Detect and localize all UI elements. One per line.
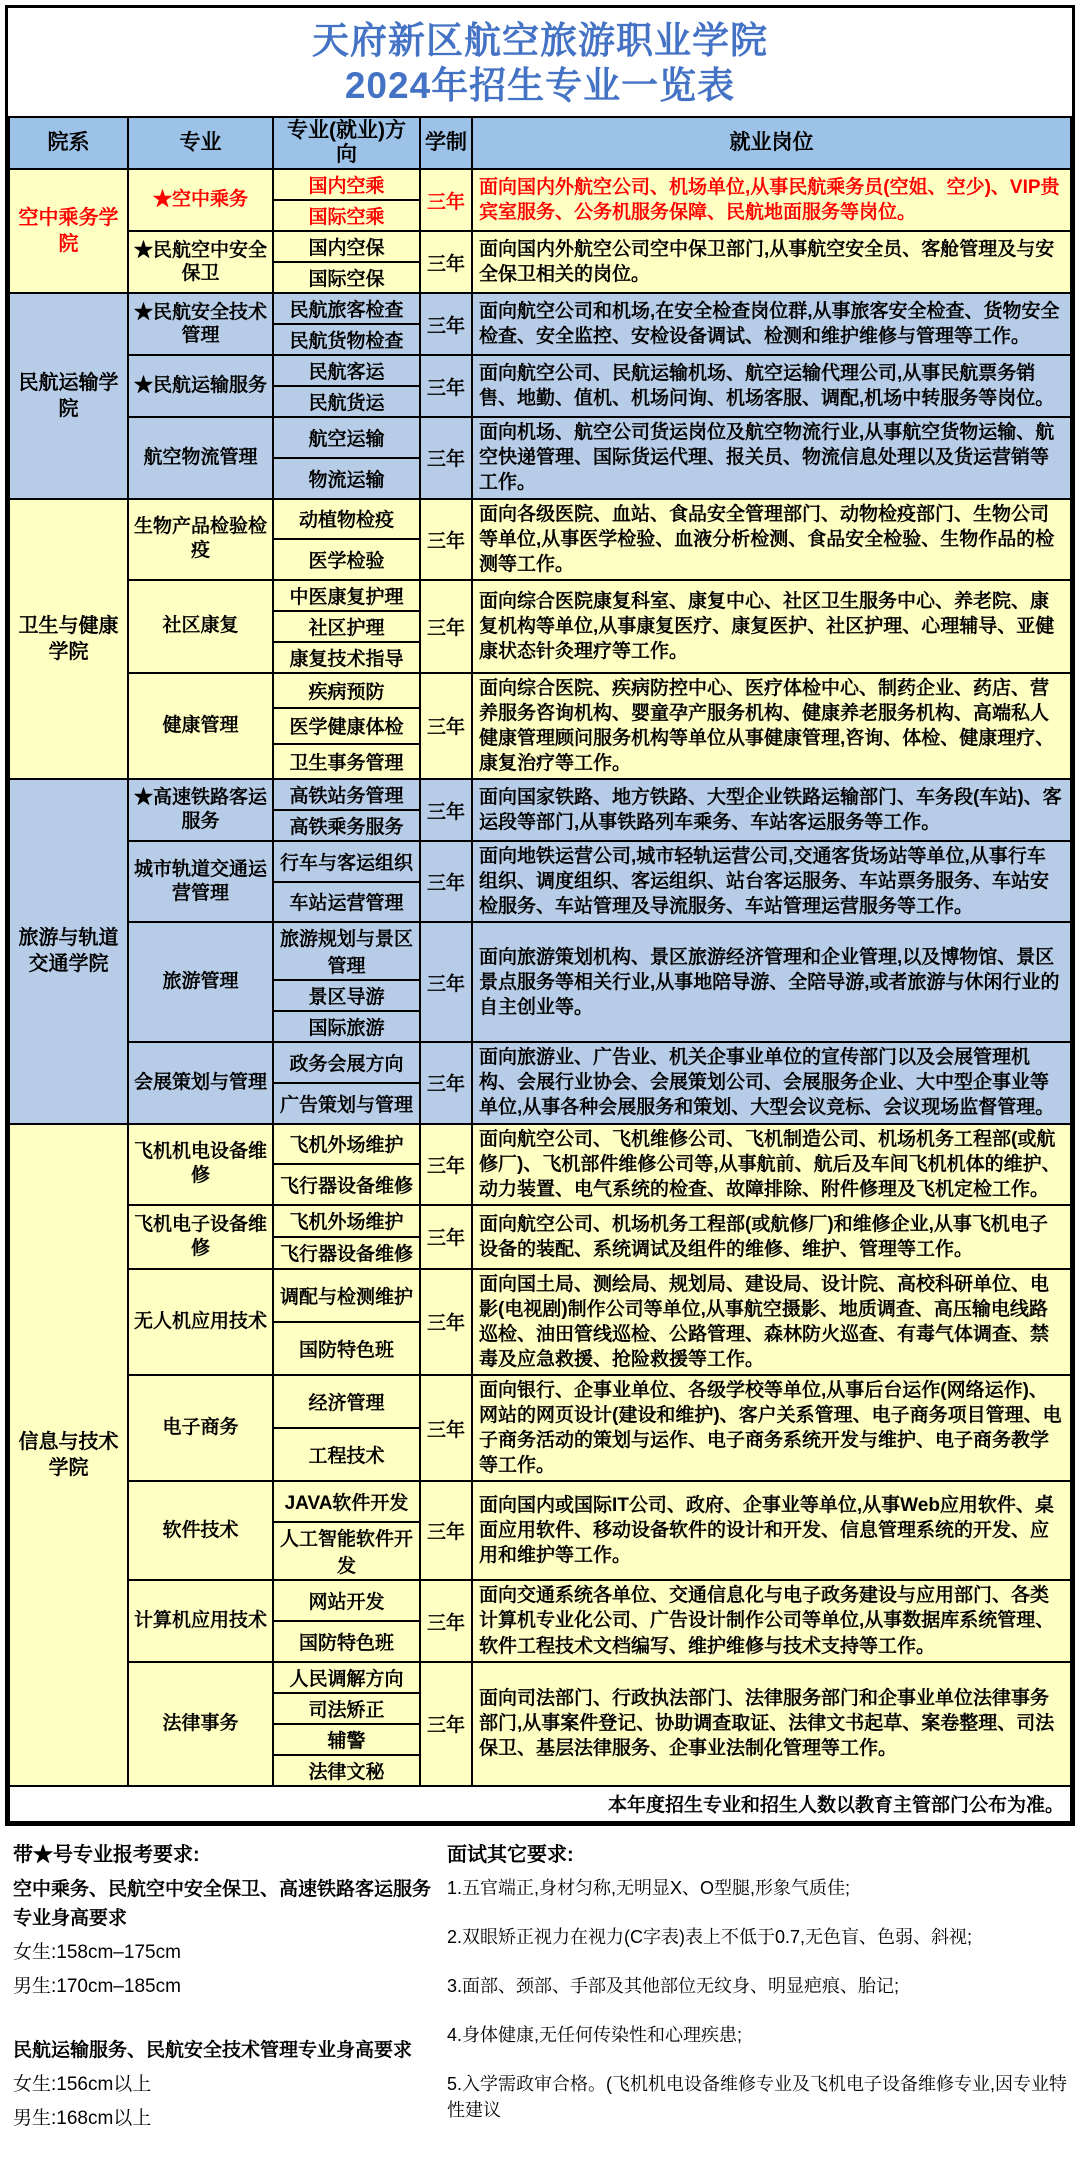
direction-cell: 卫生事务管理 bbox=[273, 744, 420, 779]
direction-cell: 国际空乘 bbox=[273, 200, 420, 231]
direction-cell: 医学检验 bbox=[273, 539, 420, 580]
major-cell: ★民航安全技术管理 bbox=[128, 293, 273, 355]
jobs-cell: 面向国内外航空公司、机场单位,从事民航乘务员(空姐、空少)、VIP贵宾室服务、公务机服务保障、民航地面服务等岗位。 bbox=[472, 169, 1071, 231]
jobs-cell: 面向司法部门、行政执法部门、法律服务部门和企事业单位法律事务部门,从事案件登记、协助调查取证、法律文书起草、案卷整理、司法保卫、基层法律服务、企事业法制化管理等工作。 bbox=[472, 1662, 1071, 1786]
table-row bbox=[9, 779, 1071, 810]
direction-cell: 飞机外场维护 bbox=[273, 1205, 420, 1237]
header-college: 院系 bbox=[9, 117, 128, 169]
direction-cell: 人工智能软件开发 bbox=[273, 1522, 420, 1580]
direction-cell: 国防特色班 bbox=[273, 1621, 420, 1662]
majors-table bbox=[8, 116, 1072, 1823]
direction-cell: 航空运输 bbox=[273, 417, 420, 458]
table-row bbox=[9, 231, 1071, 262]
direction-cell: 工程技术 bbox=[273, 1428, 420, 1481]
major-cell: ★空中乘务 bbox=[128, 169, 273, 231]
direction-cell: 中医康复护理 bbox=[273, 580, 420, 611]
direction-cell: 车站运营管理 bbox=[273, 882, 420, 923]
majors-table-header bbox=[9, 117, 1071, 169]
major-cell: 飞机电子设备维修 bbox=[128, 1205, 273, 1269]
table-row bbox=[9, 580, 1071, 611]
jobs-cell: 面向航空公司、飞机维修公司、飞机制造公司、机场机务工程部(或航修厂)、飞机部件维修公司等,从事航前、航后及车间飞机机体的维护、动力装置、电气系统的检查、故障排除、附件修理及飞机定检工作。 bbox=[472, 1124, 1071, 1205]
table-row bbox=[9, 169, 1071, 200]
duration-cell: 三年 bbox=[420, 922, 472, 1042]
jobs-cell: 面向国土局、测绘局、规划局、建设局、设计院、高校科研单位、电影(电视剧)制作公司等单位,从事航空摄影、地质调查、高压输电线路巡检、油田管线巡检、公路管理、森林防火巡查、有毒气体调查、禁毒及应急救援、抢险救援等工作。 bbox=[472, 1269, 1071, 1375]
direction-cell: 飞行器设备维修 bbox=[273, 1237, 420, 1269]
college-cell: 信息与技术学院 bbox=[9, 1124, 128, 1786]
jobs-cell: 面向地铁运营公司,城市轻轨运营公司,交通客货场站等单位,从事行车组织、调度组织、客运组织、站台客运服务、车站票务服务、车站安检服务、车站管理及导流服务、车站管理运营服务等工作。 bbox=[472, 841, 1071, 922]
table-row bbox=[9, 1205, 1071, 1237]
star-requirements-heading: 带★号专业报考要求: bbox=[13, 1843, 200, 1866]
major-cell: ★民航运输服务 bbox=[128, 355, 273, 417]
duration-cell: 三年 bbox=[420, 673, 472, 779]
duration-cell: 三年 bbox=[420, 1042, 472, 1123]
direction-cell: 国防特色班 bbox=[273, 1322, 420, 1375]
majors-table-foot bbox=[9, 1786, 1071, 1822]
table-row bbox=[9, 1042, 1071, 1083]
duration-cell: 三年 bbox=[420, 1580, 472, 1661]
interview-requirements-heading: 面试其它要求: bbox=[447, 1843, 574, 1866]
direction-cell: 动植物检疫 bbox=[273, 499, 420, 540]
direction-cell: 民航客运 bbox=[273, 355, 420, 386]
duration-cell: 三年 bbox=[420, 231, 472, 293]
jobs-cell: 面向机场、航空公司货运岗位及航空物流行业,从事航空货物运输、航空快递管理、国际货运代理、报关员、物流信息处理以及货运营销等工作。 bbox=[472, 417, 1071, 498]
direction-cell: 法律文秘 bbox=[273, 1755, 420, 1786]
direction-cell: 高铁站务管理 bbox=[273, 779, 420, 810]
jobs-cell: 面向综合医院、疾病防控中心、医疗体检中心、制药企业、药店、营养服务咨询机构、婴童孕产服务机构、健康养老服务机构、高端私人健康管理顾问服务机构等单位从事健康管理,咨询、体检、健康理疗、康复治疗等工作。 bbox=[472, 673, 1071, 779]
interview-requirements-list bbox=[447, 1875, 1067, 2124]
duration-cell: 三年 bbox=[420, 1269, 472, 1375]
table-row bbox=[9, 1124, 1071, 1165]
direction-cell: 国际旅游 bbox=[273, 1011, 420, 1042]
jobs-cell: 面向航空公司、民航运输机场、航空运输代理公司,从事民航票务销售、地勤、值机、机场问询、机场客服、调配,机场中转服务等岗位。 bbox=[472, 355, 1071, 417]
title-block bbox=[8, 8, 1072, 116]
major-cell: 软件技术 bbox=[128, 1481, 273, 1580]
direction-cell: 物流运输 bbox=[273, 458, 420, 499]
duration-cell: 三年 bbox=[420, 841, 472, 922]
height-requirement-group bbox=[13, 2036, 433, 2134]
direction-cell: 广告策划与管理 bbox=[273, 1083, 420, 1124]
table-row bbox=[9, 841, 1071, 882]
height-requirement-title: 空中乘务、民航空中安全保卫、高速铁路客运服务专业身高要求 bbox=[13, 1878, 432, 1930]
direction-cell: 康复技术指导 bbox=[273, 642, 420, 673]
table-row bbox=[9, 922, 1071, 980]
direction-cell: 民航旅客检查 bbox=[273, 293, 420, 324]
duration-cell: 三年 bbox=[420, 293, 472, 355]
major-cell: 旅游管理 bbox=[128, 922, 273, 1042]
jobs-cell: 面向交通系统各单位、交通信息化与电子政务建设与应用部门、各类计算机专业化公司、广告设计制作公司等单位,从事数据库系统管理、软件工程技术文档编写、维护维修与技术支持等工作。 bbox=[472, 1580, 1071, 1661]
duration-cell: 三年 bbox=[420, 1205, 472, 1269]
direction-cell: 国内空乘 bbox=[273, 169, 420, 200]
height-requirement-line: 男生:170cm–185cm bbox=[13, 1975, 181, 1997]
note-row bbox=[9, 1786, 1071, 1822]
header-major: 专业 bbox=[128, 117, 273, 169]
jobs-cell: 面向国家铁路、地方铁路、大型企业铁路运输部门、车务段(车站)、客运段等部门,从事铁路列车乘务、车站客运服务等工作。 bbox=[472, 779, 1071, 841]
page bbox=[5, 5, 1075, 2169]
major-cell: 无人机应用技术 bbox=[128, 1269, 273, 1375]
duration-cell: 三年 bbox=[420, 1124, 472, 1205]
direction-cell: 行车与客运组织 bbox=[273, 841, 420, 882]
jobs-cell: 面向综合医院康复科室、康复中心、社区卫生服务中心、养老院、康复机构等单位,从事康复医疗、康复医护、社区护理、心理辅导、亚健康状态针灸理疗等工作。 bbox=[472, 580, 1071, 673]
direction-cell: 民航货运 bbox=[273, 386, 420, 417]
majors-table-body bbox=[9, 169, 1071, 1785]
jobs-cell: 面向旅游业、广告业、机关企事业单位的宣传部门以及会展管理机构、会展行业协会、会展策划公司、会展服务企业、大中型企事业等单位,从事各种会展服务和策划、大型会议竞标、会议现场监督管理。 bbox=[472, 1042, 1071, 1123]
direction-cell: 飞机外场维护 bbox=[273, 1124, 420, 1165]
table-row bbox=[9, 499, 1071, 540]
major-cell: 社区康复 bbox=[128, 580, 273, 673]
table-row bbox=[9, 355, 1071, 386]
height-requirement-line: 男生:168cm以上 bbox=[13, 2108, 152, 2130]
college-cell: 民航运输学院 bbox=[9, 293, 128, 498]
height-requirement-title: 民航运输服务、民航安全技术管理专业身高要求 bbox=[13, 2040, 413, 2062]
header-row bbox=[9, 117, 1071, 169]
direction-cell: 民航货物检查 bbox=[273, 324, 420, 355]
major-cell: 健康管理 bbox=[128, 673, 273, 779]
table-row bbox=[9, 417, 1071, 458]
interview-requirement-item: 2.双眼矫正视力在视力(C字表)表上不低于0.7,无色盲、色弱、斜视; bbox=[447, 1926, 973, 1947]
direction-cell: 高铁乘务服务 bbox=[273, 810, 420, 841]
direction-cell: 调配与检测维护 bbox=[273, 1269, 420, 1322]
major-cell: 法律事务 bbox=[128, 1662, 273, 1786]
major-cell: 航空物流管理 bbox=[128, 417, 273, 498]
star-requirements-groups bbox=[13, 1875, 433, 2135]
jobs-cell: 面向国内或国际IT公司、政府、企事业等单位,从事Web应用软件、桌面应用软件、移动设备软件的设计和开发、信息管理系统的开发、应用和维护等工作。 bbox=[472, 1481, 1071, 1580]
duration-cell: 三年 bbox=[420, 779, 472, 841]
table-row bbox=[9, 1269, 1071, 1322]
jobs-cell: 面向银行、企事业单位、各级学校等单位,从事后台运作(网络运作)、网站的网页设计(建设和维护)、客户关系管理、电子商务项目管理、电子商务活动的策划与运作、电子商务系统开发与维护、电子商务教学等工作。 bbox=[472, 1375, 1071, 1481]
table-row bbox=[9, 1662, 1071, 1693]
table-row bbox=[9, 1580, 1071, 1621]
interview-requirement-item: 4.身体健康,无任何传染性和心理疾患; bbox=[447, 2024, 743, 2045]
direction-cell: 网站开发 bbox=[273, 1580, 420, 1621]
interview-requirement-item: 1.五官端正,身材匀称,无明显X、O型腿,形象气质佳; bbox=[447, 1877, 851, 1898]
table-row bbox=[9, 673, 1071, 708]
direction-cell: 政务会展方向 bbox=[273, 1042, 420, 1083]
note-cell: 本年度招生专业和招生人数以教育主管部门公布为准。 bbox=[9, 1786, 1071, 1822]
direction-cell: 医学健康体检 bbox=[273, 708, 420, 743]
footer-right-column bbox=[447, 1838, 1067, 2169]
interview-requirement-item: 5.入学需政审合格。(飞机机电设备维修专业及飞机电子设备维修专业,因专业特性建议 bbox=[447, 2074, 1068, 2121]
duration-cell: 三年 bbox=[420, 580, 472, 673]
admissions-table-frame bbox=[5, 5, 1075, 1826]
header-duration: 学制 bbox=[420, 117, 472, 169]
direction-cell: 人民调解方向 bbox=[273, 1662, 420, 1693]
jobs-cell: 面向各级医院、血站、食品安全管理部门、动物检疫部门、生物公司等单位,从事医学检验、血液分析检测、食品安全检验、生物作品的检测等工作。 bbox=[472, 499, 1071, 580]
direction-cell: JAVA软件开发 bbox=[273, 1481, 420, 1522]
page-title-line2: 2024年招生专业一览表 bbox=[344, 65, 736, 106]
header-direction: 专业(就业)方向 bbox=[273, 117, 420, 169]
jobs-cell: 面向国内外航空公司空中保卫部门,从事航空安全员、客舱管理及与安全保卫相关的岗位。 bbox=[472, 231, 1071, 293]
major-cell: 计算机应用技术 bbox=[128, 1580, 273, 1661]
table-row bbox=[9, 1375, 1071, 1428]
height-requirement-group bbox=[13, 1875, 433, 2003]
college-cell: 旅游与轨道交通学院 bbox=[9, 779, 128, 1123]
header-jobs: 就业岗位 bbox=[472, 117, 1071, 169]
college-cell: 卫生与健康学院 bbox=[9, 499, 128, 780]
duration-cell: 三年 bbox=[420, 1481, 472, 1580]
major-cell: 城市轨道交通运营管理 bbox=[128, 841, 273, 922]
major-cell: 会展策划与管理 bbox=[128, 1042, 273, 1123]
interview-requirement-item: 3.面部、颈部、手部及其他部位无纹身、明显疤痕、胎记; bbox=[447, 1975, 900, 1996]
major-cell: 飞机机电设备维修 bbox=[128, 1124, 273, 1205]
jobs-cell: 面向航空公司、机场机务工程部(或航修厂)和维修企业,从事飞机电子设备的装配、系统调试及组件的维修、维护、管理等工作。 bbox=[472, 1205, 1071, 1269]
direction-cell: 辅警 bbox=[273, 1724, 420, 1755]
jobs-cell: 面向航空公司和机场,在安全检查岗位群,从事旅客安全检查、货物安全检查、安全监控、安检设备调试、检测和维护维修与管理等工作。 bbox=[472, 293, 1071, 355]
jobs-cell: 面向旅游策划机构、景区旅游经济管理和企业管理,以及博物馆、景区景点服务等相关行业,从事地陪导游、全陪导游,或者旅游与休闲行业的自主创业等。 bbox=[472, 922, 1071, 1042]
direction-cell: 国内空保 bbox=[273, 231, 420, 262]
height-requirement-line: 女生:156cm以上 bbox=[13, 2073, 152, 2095]
direction-cell: 社区护理 bbox=[273, 611, 420, 642]
major-cell: 生物产品检验检疫 bbox=[128, 499, 273, 580]
direction-cell: 疾病预防 bbox=[273, 673, 420, 708]
duration-cell: 三年 bbox=[420, 169, 472, 231]
major-cell: ★高速铁路客运服务 bbox=[128, 779, 273, 841]
duration-cell: 三年 bbox=[420, 417, 472, 498]
direction-cell: 飞行器设备维修 bbox=[273, 1164, 420, 1205]
major-cell: ★民航空中安全保卫 bbox=[128, 231, 273, 293]
direction-cell: 经济管理 bbox=[273, 1375, 420, 1428]
direction-cell: 景区导游 bbox=[273, 980, 420, 1011]
major-cell: 电子商务 bbox=[128, 1375, 273, 1481]
duration-cell: 三年 bbox=[420, 355, 472, 417]
footer-notes bbox=[5, 1826, 1075, 2169]
height-requirement-line: 女生:158cm–175cm bbox=[13, 1941, 181, 1963]
direction-cell: 旅游规划与景区管理 bbox=[273, 922, 420, 980]
direction-cell: 国际空保 bbox=[273, 262, 420, 293]
duration-cell: 三年 bbox=[420, 1662, 472, 1786]
footer-left-column bbox=[13, 1838, 433, 2169]
direction-cell: 司法矫正 bbox=[273, 1693, 420, 1724]
duration-cell: 三年 bbox=[420, 1375, 472, 1481]
page-title-line1: 天府新区航空旅游职业学院 bbox=[312, 20, 768, 61]
college-cell: 空中乘务学院 bbox=[9, 169, 128, 293]
table-row bbox=[9, 1481, 1071, 1522]
duration-cell: 三年 bbox=[420, 499, 472, 580]
table-row bbox=[9, 293, 1071, 324]
